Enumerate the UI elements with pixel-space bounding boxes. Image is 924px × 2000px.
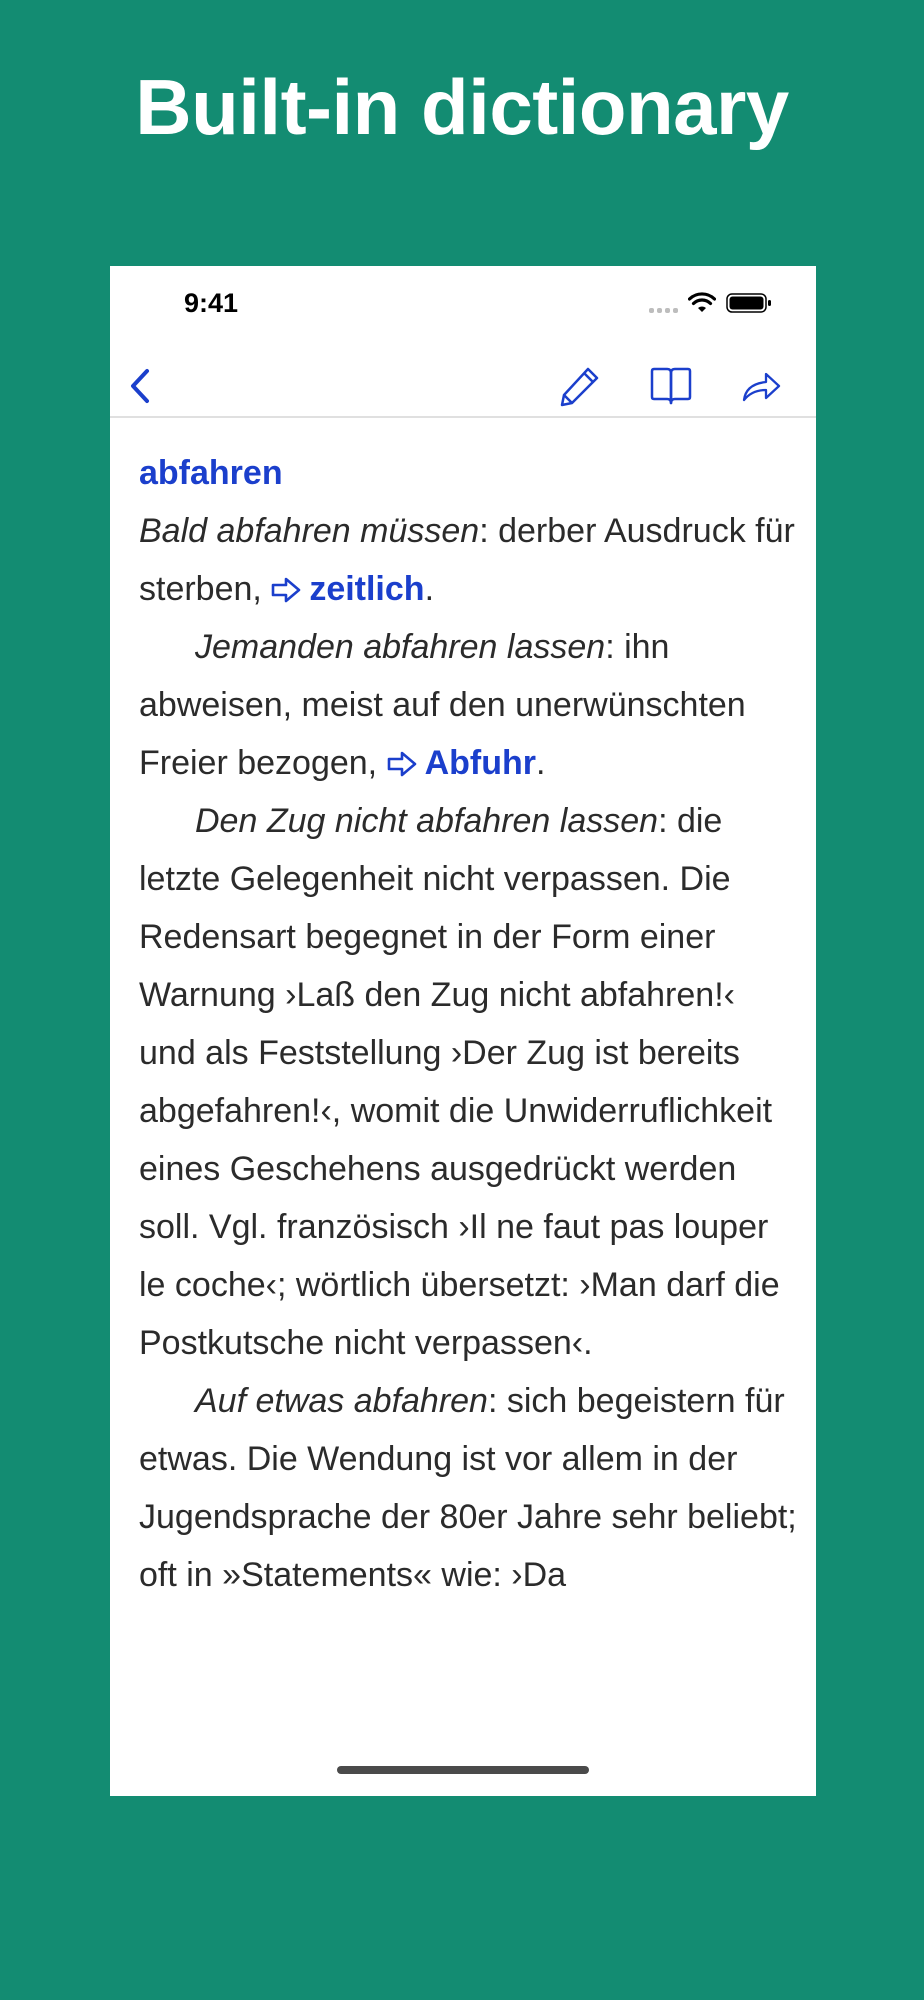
definition-text: : ihn abweisen, meist auf den unerwünschten Freier bezogen, xyxy=(139,628,746,782)
toolbar xyxy=(110,356,816,416)
entry-paragraph-2 xyxy=(139,618,799,792)
status-icons xyxy=(649,292,772,314)
open-book-icon xyxy=(649,366,693,406)
share-button[interactable] xyxy=(731,356,791,416)
battery-icon xyxy=(726,292,772,314)
entry-paragraph-1 xyxy=(139,502,799,618)
edit-button[interactable] xyxy=(550,356,610,416)
definition-text: : derber Ausdruck für sterben, xyxy=(139,512,795,608)
cellular-signal-icon xyxy=(649,293,678,313)
cross-reference-label: Abfuhr xyxy=(424,744,537,782)
arrow-right-icon xyxy=(271,577,301,603)
punctuation: . xyxy=(536,744,546,782)
back-button[interactable] xyxy=(110,356,170,416)
entry-headword: abfahren xyxy=(139,454,283,492)
status-bar xyxy=(110,266,816,336)
pencil-icon xyxy=(558,364,602,408)
definition-text: : sich begeistern für etwas. Die Wendung ist vor allem in der Jugendsprache der 80er Jahre sehr beliebt; oft in »Statements« wie: ›Da xyxy=(139,1382,797,1594)
phone-screen xyxy=(110,266,816,1796)
idiom-phrase: Jemanden abfahren lassen xyxy=(195,628,606,666)
chevron-left-icon xyxy=(128,368,152,404)
wifi-icon xyxy=(688,292,716,314)
idiom-phrase: Den Zug nicht abfahren lassen xyxy=(195,802,659,840)
share-arrow-icon xyxy=(740,368,782,404)
cross-reference-label: zeitlich xyxy=(309,570,425,608)
idiom-phrase: Auf etwas abfahren xyxy=(195,1382,488,1420)
definition-text: : die letzte Gelegenheit nicht verpassen. Die Redensart begegnet in der Form einer Warnung ›Laß den Zug nicht abfahren!‹ und als Feststellung ›Der Zug ist bereits abgefahren!‹, womit die Unwiderruflichkeit eines Geschehens ausgedrückt werden soll. Vgl. französisch ›Il ne faut pas louper le coche‹; wörtlich übersetzt: ›Man darf die Postkutsche nicht verpassen‹. xyxy=(139,802,780,1362)
idiom-phrase: Bald abfahren müssen xyxy=(139,512,480,550)
dictionary-entry xyxy=(139,444,799,1604)
toolbar-divider xyxy=(110,416,816,418)
entry-paragraph-4 xyxy=(139,1372,799,1604)
cross-reference-link-zeitlich[interactable] xyxy=(271,570,424,608)
book-button[interactable] xyxy=(641,356,701,416)
status-time: 9:41 xyxy=(184,288,239,318)
headline: Built-in dictionary xyxy=(135,63,789,151)
punctuation: . xyxy=(424,570,435,608)
cross-reference-link-abfuhr[interactable] xyxy=(387,744,536,782)
arrow-right-icon xyxy=(387,751,417,777)
entry-paragraph-3 xyxy=(139,792,799,1372)
home-indicator[interactable] xyxy=(337,1766,589,1774)
